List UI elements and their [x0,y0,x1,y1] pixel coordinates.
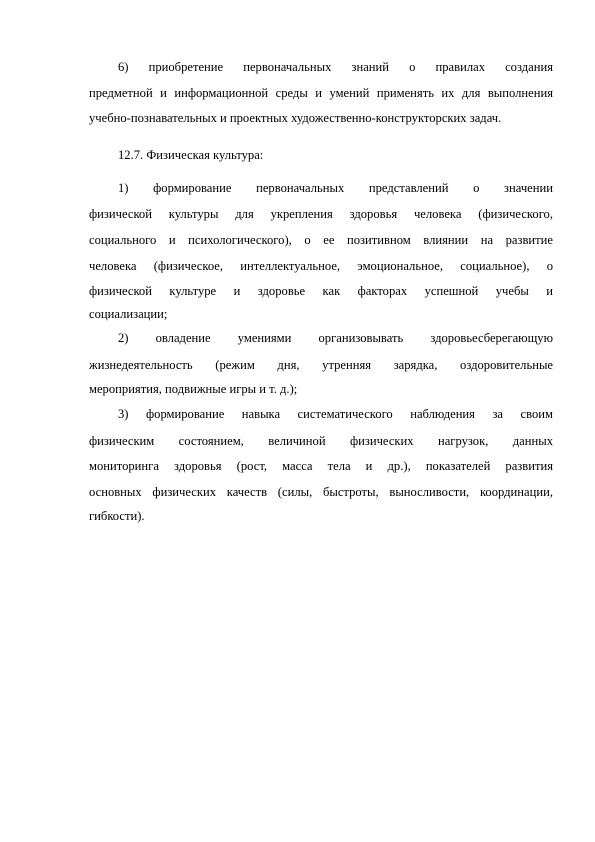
paragraph-3-line-2: физическим состоянием, величиной физических нагрузок, данных [89,434,553,448]
paragraph-3-line-1: 3) формирование навыка систематического наблюдения за своим [118,407,553,421]
paragraph-1-line-2: физической культуры для укрепления здоровья человека (физического, [89,207,553,221]
paragraph-6-line-1: 6) приобретение первоначальных знаний о правилах создания [118,60,553,74]
paragraph-2-line-2: жизнедеятельность (режим дня, утренняя зарядка, оздоровительные [89,358,553,372]
paragraph-1-line-3: социального и психологического), о ее позитивном влиянии на развитие [89,233,553,247]
paragraph-6-line-3: учебно-познавательных и проектных художественно-конструкторских задач. [89,111,502,125]
paragraph-2-line-3: мероприятия, подвижные игры и т. д.); [89,382,298,396]
paragraph-6-line-2: предметной и информационной среды и умений применять их для выполнения [89,86,553,100]
paragraph-2-line-1: 2) овладение умениями организовывать здоровьесберегающую [118,331,553,345]
paragraph-1-line-5: физической культуре и здоровье как факторах успешной учебы и [89,284,553,298]
paragraph-3-line-5: гибкости). [89,509,145,523]
paragraph-1-line-6: социализации; [89,307,168,321]
paragraph-1-line-4: человека (физическое, интеллектуальное, эмоциональное, социальное), о [89,259,553,273]
section-heading: 12.7. Физическая культура: [118,148,264,162]
paragraph-3-line-4: основных физических качеств (силы, быстроты, выносливости, координации, [89,485,553,499]
paragraph-1-line-1: 1) формирование первоначальных представлений о значении [118,181,553,195]
paragraph-3-line-3: мониторинга здоровья (рост, масса тела и др.), показателей развития [89,459,553,473]
